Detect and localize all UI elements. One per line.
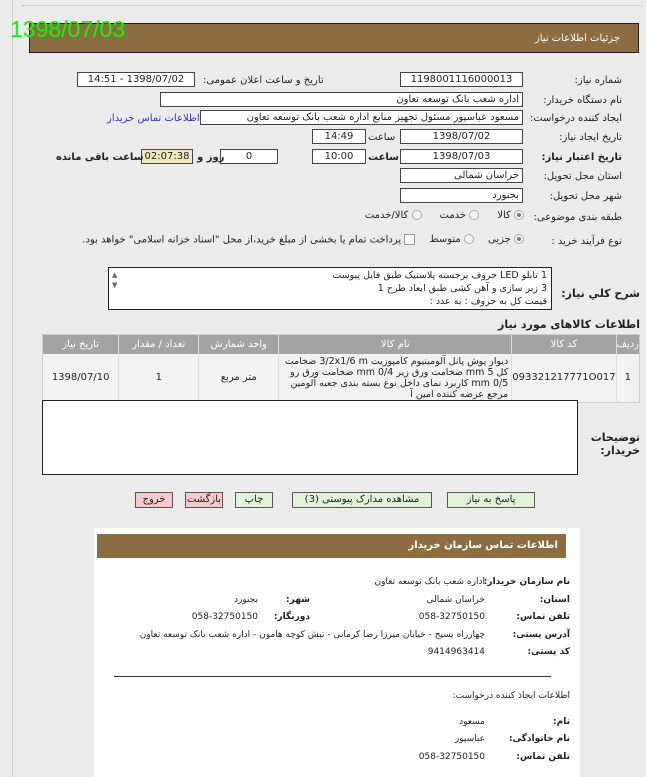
treasury-checkbox[interactable]: پرداخت تمام یا بخشی از مبلغ خرید،از محل "اسناد خزانه اسلامی" خواهد بود. [82,234,415,246]
days-label: روز و [197,152,225,163]
process-option-medium[interactable]: متوسط [429,234,474,245]
process-radio-group [82,234,524,246]
need-number-field: 1198001116000013 [400,72,523,87]
create-time-label: ساعت [368,132,396,143]
top-divider [22,5,642,6]
radio-icon[interactable] [514,210,524,220]
category-option-service[interactable]: خدمت [440,210,480,221]
creator-label: ایجاد کننده درخواست: [529,113,622,124]
contact-details: نام سازمان خریدار:اداره شعب بانک توسعه تعاون استان:خراسان شمالیشهر:بجنورد تلفن تماس:058-32750150دورنگار:058-32750150 آدرس پستی:چهارراه بسیج - خیابان میرزا رضا کرمانی - نبش کوچه هامون - اداره شعب بانک توسعه تعاون کد پستی:9414963414 [139,577,570,657]
description-textarea[interactable]: 1 تابلو LED حروف برجسته پلاستیک طبق فایل پیوست 3 زیر سازی و آهن کشی طبق ابعاد طرح 1 قیمت کل به حروف : به عدد : ▲ ▼ [108,267,552,310]
city-field: بجنورد [400,188,523,203]
validity-time-field: 10:00 [312,149,366,164]
buyer-org-label: نام دستگاه خریدار: [543,95,622,106]
table-header-row: ردیف کد کالا نام کالا واحد شمارش تعداد / مقدار تاریخ نیاز [43,335,640,354]
radio-icon[interactable] [469,210,479,220]
contact-panel-header [97,534,566,558]
create-date-label: تاریخ ایجاد نیاز: [559,132,622,143]
days-field: 0 [220,149,278,164]
category-option-goods[interactable]: کالا [497,210,524,221]
announce-label: تاریخ و ساعت اعلان عمومی: [203,75,324,86]
contact-panel [94,528,580,777]
radio-icon[interactable] [514,234,524,244]
page-title: جزئیات اطلاعات نیاز [534,33,620,44]
goods-table [42,334,640,403]
radio-icon[interactable] [412,210,422,220]
left-border [12,0,13,777]
table-row: 1 093321217771O017 دیوار پوش پانل آلومینیوم کامپوزیت 3/2x1/6 m ضخامت کل 5 mm ضخامت ورق زیر 0/4 mm ضخامت ورق رو 0/5 mm کاربرد نمای داخل نوع بسته بندی جعبه آلومین مرجع عرضه کننده امین آ متر مربع 1 1398/07/10 [43,354,640,403]
description-label: شرح کلي نیاز: [561,287,640,300]
creator-details: اطلاعات ایجاد کننده درخواست: نام:مسعود نام خانوادگی:عباسپور تلفن تماس:058-32750150 [418,691,570,762]
radio-icon[interactable] [464,234,474,244]
category-radio-group [365,210,524,221]
province-label: استان محل تحویل: [543,171,622,182]
reply-button[interactable]: پاسخ به نیاز [447,492,535,508]
process-label: نوع فرآیند خرید : [551,236,622,247]
category-label: طبقه بندی موضوعی: [533,212,622,223]
goods-section-title: اطلاعات کالاهای مورد نیاز [498,318,640,331]
province-field: خراسان شمالی [400,168,523,183]
exit-button[interactable]: خروج [135,492,173,508]
process-option-minor[interactable]: جزیی [488,234,524,245]
validity-time-label: ساعت [368,152,400,163]
contact-divider [114,676,551,677]
validity-label: تاریخ اعتبار نیاز: [541,152,622,163]
buyer-notes-textarea[interactable] [42,400,578,475]
create-date-field: 1398/07/02 [400,129,523,144]
category-option-both[interactable]: کالا/خدمت [365,210,422,221]
announce-field: 1398/07/02 - 14:51 [77,72,195,87]
checkbox-icon[interactable] [404,234,415,245]
stamp-date: 1398/07/03 [10,16,126,42]
buyer-notes-label: توضیحات خریدار: [590,431,640,457]
city-label: شهر محل تحویل: [549,191,622,202]
attachments-button[interactable]: مشاهده مدارک پیوستی (3) [292,492,432,508]
contact-title: اطلاعات تماس سازمان خریدار [408,540,558,551]
textarea-scrollbar[interactable]: ▲ ▼ [112,271,118,289]
buyer-org-field: اداره شعب بانک توسعه تعاون [160,92,523,107]
remaining-label: ساعت باقی مانده [56,152,144,163]
need-number-label: شماره نیاز: [574,75,622,86]
print-button[interactable]: چاپ [235,492,273,508]
buyer-contact-link[interactable]: اطلاعات تماس خریدار [107,113,200,124]
back-button[interactable]: بازگشت [185,492,223,508]
validity-date-field: 1398/07/03 [400,149,523,164]
create-time-field: 14:49 [312,129,366,144]
creator-field: مسعود عباسپور مسئول تجهیز منابع اداره شعب بانک توسعه تعاون [200,110,523,125]
remaining-time-field: 02:07:38 [141,149,193,164]
